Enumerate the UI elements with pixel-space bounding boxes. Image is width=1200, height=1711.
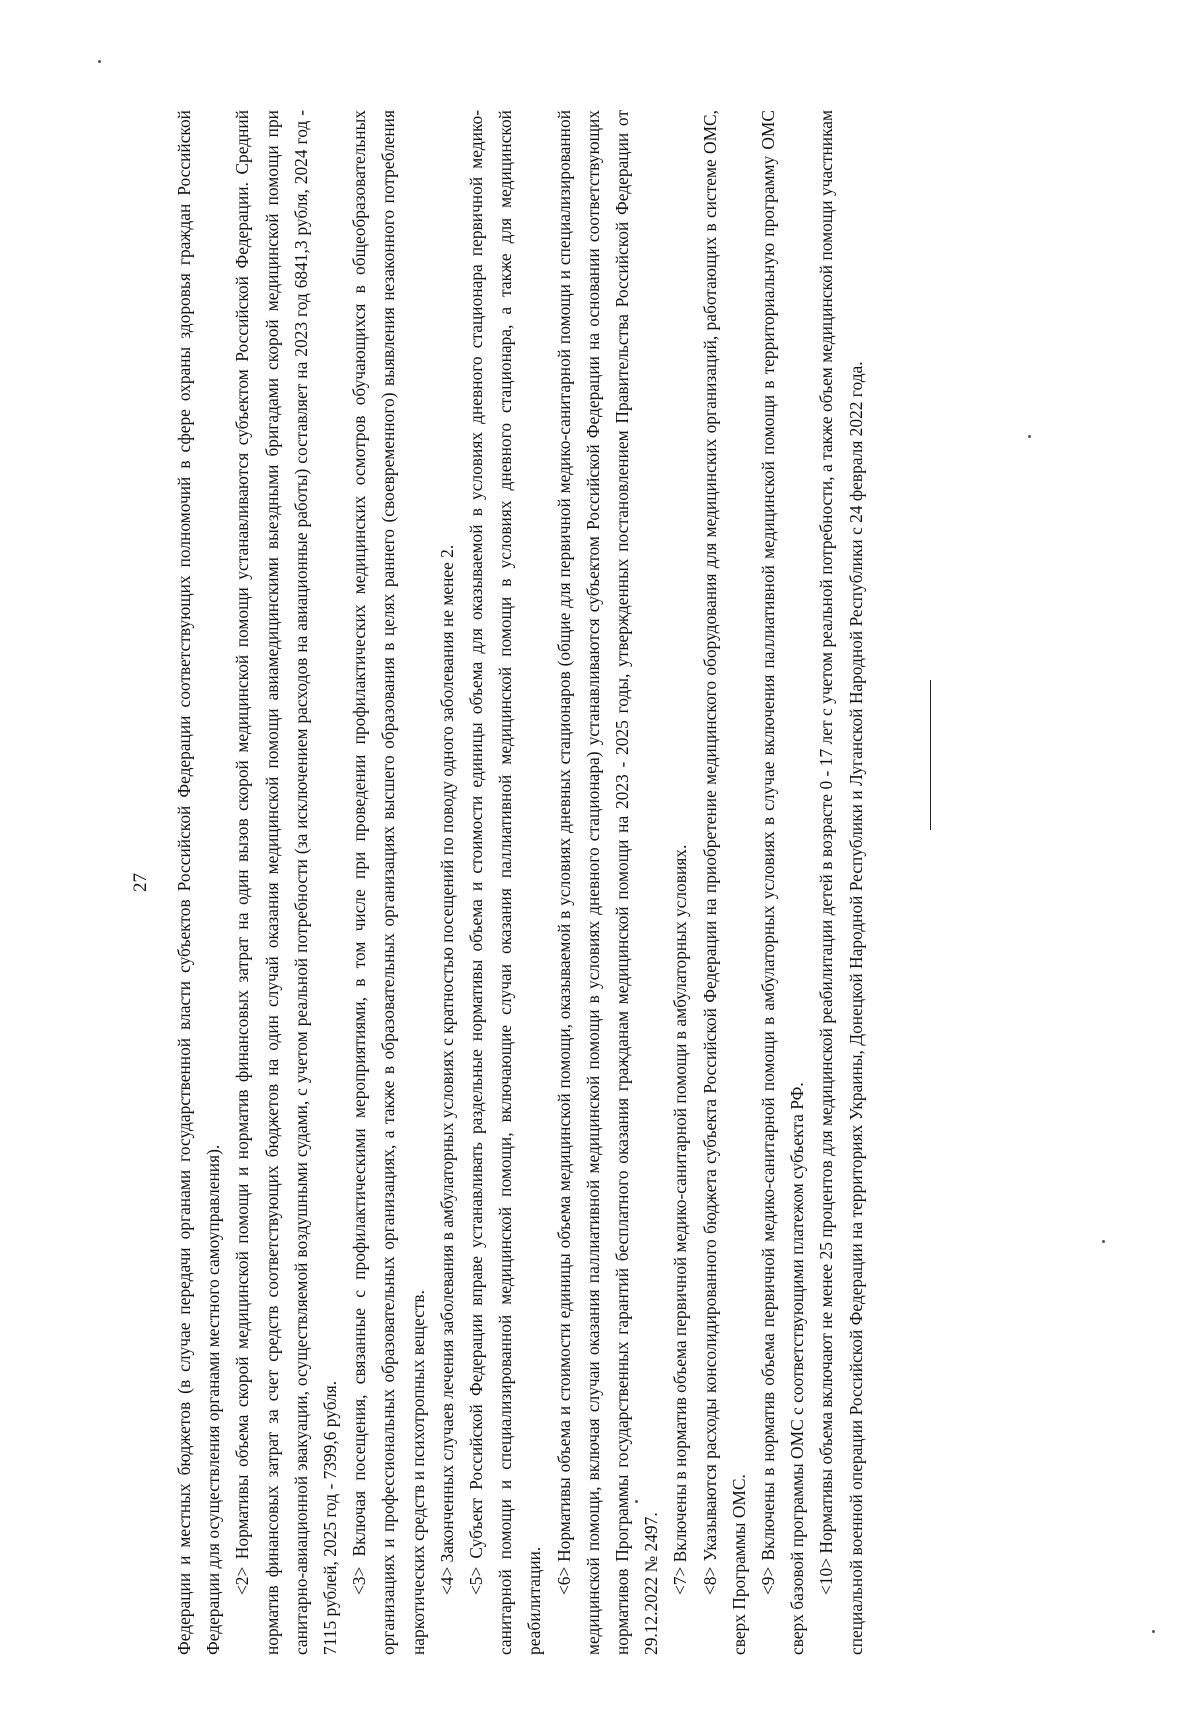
footnote-6: <6> Нормативы объема и стоимости единицы объема медицинской помощи, оказываемой в условиях дневных стационаров (общие для первичной медико-санитарной помощи и специализированной медицинской помощи, включая случаи оказания паллиативной медицинской помощи в условиях дневного стационара) устанавливаются субъектом Российской Федерации на основании соответствующих нормативов Программы государственных гарантий бесплатного оказания гражданам медицинской помощи на 2023 - 2025 годы, утвержденных постановлением Правительства Российской Федерации от 29.12.2022 № 2497. bbox=[553, 110, 662, 1655]
footnote-9: <9> Включены в норматив объема первичной медико-санитарной помощи в амбулаторных условиях в случае включения паллиативной медицинской помощи в территориальную программу ОМС сверх базовой программы ОМС с соответствующими платежом субъекта РФ. bbox=[758, 110, 808, 1655]
page-number: 27 bbox=[130, 873, 151, 892]
footnote-3: <3> Включая посещения, связанные с профилактическими мероприятиями, в том числе при проведении профилактических медицинских осмотров обучающихся в общеобразовательных организациях и профессиональных образовательных организациях, а также в образовательных организациях высшего образования в целях раннего (своевременного) выявления незаконного потребления наркотических средств и психотропных веществ. bbox=[349, 110, 428, 1655]
footnote-2: <2> Нормативы объема скорой медицинской помощи и норматив финансовых затрат на один вызов скорой медицинской помощи устанавливаются субъектом Российской Федерации. Средний норматив финансовых затрат за счет средств соответствующих бюджетов на один случай оказания медицинской помощи авиамедицинскими выездными бригадами скорой медицинской помощи при санитарно-авиационной эвакуации, осуществляемой воздушными судами, с учетом реальной потребности (за исключением расходов на авиационные работы) составляет на 2023 год 6841,3 рубля, 2024 год - 7115 рублей, 2025 год - 7399,6 рубля. bbox=[232, 110, 341, 1655]
rotated-page bbox=[130, 110, 866, 1655]
scan-speck bbox=[98, 60, 101, 63]
scan-speck bbox=[1152, 1630, 1155, 1633]
footnotes-section bbox=[170, 110, 871, 1655]
scan-speck bbox=[1102, 1240, 1105, 1243]
footnote-4: <4> Законченных случаев лечения заболевания в амбулаторных условиях с кратностью посещений по поводу одного заболевания не менее 2. bbox=[436, 544, 457, 1595]
separator-line bbox=[930, 680, 931, 830]
footnote-continuation: Федерации и местных бюджетов (в случае передачи органами государственной власти субъектов Российской Федерации соответствующих полномочий в сфере охраны здоровья граждан Российской Федерации для осуществления органами местного самоуправления). bbox=[174, 110, 224, 1655]
footnote-7: <7> Включены в норматив объема первичной медико-санитарной помощи в амбулаторных условиях. bbox=[670, 844, 691, 1595]
footnote-10: <10> Нормативы объема включают не менее 25 процентов для медицинской реабилитации детей в возрасте 0 - 17 лет с учетом реальной потребности, а также объем медицинской помощи участникам специальной военной операции Российской Федерации на территориях Украины, Донецкой Народной Республики и Луганской Народной Республики с 24 февраля 2022 года. bbox=[816, 110, 866, 1655]
footnote-8: <8> Указываются расходы консолидированного бюджета субъекта Российской Федерации на приобретение медицинского оборудования для медицинских организаций, работающих в системе ОМС, сверх Программы ОМС. bbox=[699, 110, 749, 1655]
scan-speck bbox=[635, 1500, 638, 1503]
scan-speck bbox=[1028, 435, 1031, 438]
footnote-5: <5> Субъект Российской Федерации вправе устанавливать раздельные нормативы объема и стоимости единицы объема для оказываемой в условиях дневного стационара первичной медико-санитарной помощи и специализированной медицинской помощи, включающие случаи оказания паллиативной медицинской помощи в условиях дневного стационара, а также для медицинской реабилитации. bbox=[466, 110, 545, 1655]
